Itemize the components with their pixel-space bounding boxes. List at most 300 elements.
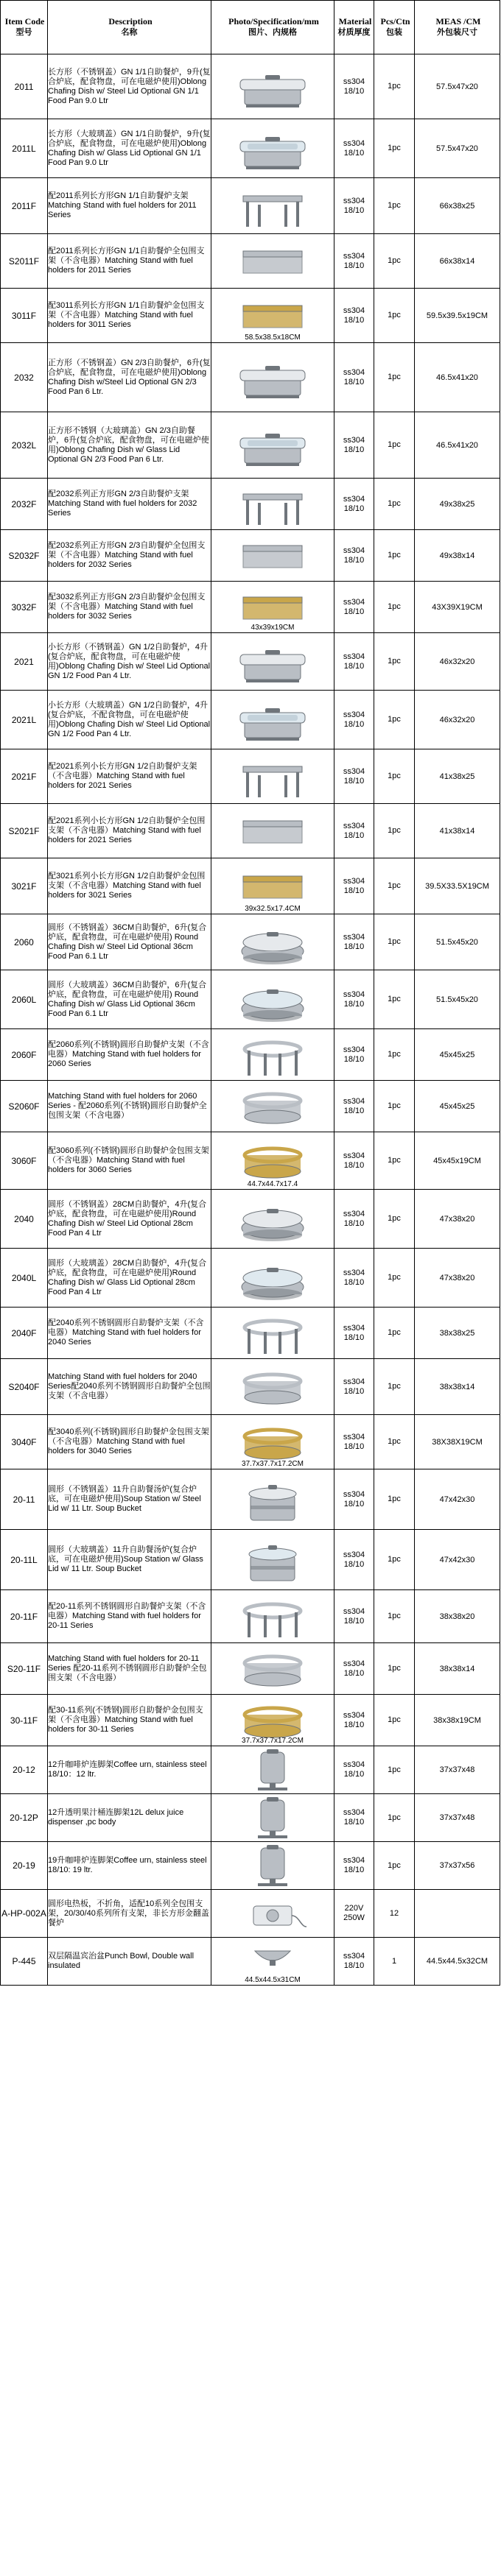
inner-dimension: 39x32.5x17.4CM	[245, 905, 301, 913]
material-line: ss304	[343, 367, 365, 377]
meas-cell: 46x32x20	[415, 633, 500, 691]
table-row	[1, 1469, 500, 1530]
material-line: 18/10	[343, 555, 365, 565]
material-line: 220V	[344, 1904, 364, 1913]
pcs-ctn-cell: 1pc	[374, 343, 415, 412]
photo-cell	[211, 633, 334, 691]
meas-cell: 57.5x47x20	[415, 54, 500, 119]
pcs-ctn-cell: 1	[374, 1938, 415, 1986]
material-cell	[334, 178, 374, 234]
item-code-cell: 2040	[1, 1190, 48, 1249]
description-cell: 配2021系列小长方形GN 1/2自助餐炉支架（不含电器）Matching Stand with fuel holders for 2021 Series	[48, 749, 211, 804]
item-code-cell: 20-11L	[1, 1530, 48, 1590]
material-line: ss304	[343, 932, 365, 942]
item-code-cell: 2060L	[1, 970, 48, 1029]
material-line: ss304	[343, 1952, 365, 1961]
material-line: ss304	[343, 597, 365, 607]
table-row	[1, 804, 500, 858]
table-row	[1, 691, 500, 749]
description-cell: 圆形（大玻璃盖）36CM自助餐炉，6升(复合炉底，配食物盘，可在电磁炉使用) Round Chafing Dish w/ Glass Lid Optional 36cm Food Pan 6.1 Ltr	[48, 970, 211, 1029]
product-rows	[1, 54, 500, 1986]
pcs-ctn-cell: 1pc	[374, 858, 415, 914]
meas-cell: 47x38x20	[415, 1190, 500, 1249]
item-code-cell: 20-11F	[1, 1590, 48, 1643]
table-row	[1, 412, 500, 479]
inner-dimension: 37.7x37.7x17.2CM	[242, 1737, 304, 1745]
product-photo-chafer-rect-glass	[228, 422, 317, 469]
pcs-ctn-cell: 12	[374, 1890, 415, 1938]
meas-cell: 38X38X19CM	[415, 1415, 500, 1469]
material-line: ss304	[343, 710, 365, 719]
meas-cell: 46.5x41x20	[415, 343, 500, 412]
item-code-cell: 3021F	[1, 858, 48, 914]
description-cell: 正方形（不锈钢盖）GN 2/3自助餐炉，6升(复合炉底，配食物盘，可在电磁炉使用)Oblong Chafing Dish w/Steel Lid Optional GN 2/3 Food Pan 6 Ltr.	[48, 343, 211, 412]
material-line: 18/10	[343, 942, 365, 951]
material-cell	[334, 479, 374, 530]
material-line: ss304	[343, 494, 365, 504]
photo-cell	[211, 1590, 334, 1643]
material-line: ss304	[343, 1323, 365, 1333]
material-line: ss304	[343, 1760, 365, 1769]
item-code-cell: 3011F	[1, 289, 48, 343]
material-cell	[334, 1190, 374, 1249]
product-photo-chafer-rect-glass	[228, 696, 317, 744]
pcs-ctn-cell: 1pc	[374, 1308, 415, 1359]
inner-dimension: 58.5x38.5x18CM	[245, 334, 301, 342]
material-line: ss304	[343, 1096, 365, 1106]
item-code-cell: S2060F	[1, 1081, 48, 1132]
meas-cell: 66x38x25	[415, 178, 500, 234]
meas-cell: 47x42x30	[415, 1469, 500, 1530]
table-row	[1, 1132, 500, 1190]
material-cell	[334, 582, 374, 633]
item-code-cell: 2040F	[1, 1308, 48, 1359]
description-cell: 配3032系列正方形GN 2/3自助餐炉金包围支架（不含电器）Matching Stand with fuel holders for 3032 Series	[48, 582, 211, 633]
material-cell	[334, 633, 374, 691]
material-cell	[334, 1132, 374, 1190]
table-row	[1, 1029, 500, 1081]
meas-cell: 51.5x45x20	[415, 914, 500, 970]
material-line: 18/10	[343, 261, 365, 270]
material-line: ss304	[343, 876, 365, 886]
material-line: 18/10	[343, 1054, 365, 1064]
pcs-ctn-cell: 1pc	[374, 1081, 415, 1132]
material-line: 18/10	[343, 315, 365, 325]
item-code-cell: 2060F	[1, 1029, 48, 1081]
meas-cell: 37x37x48	[415, 1746, 500, 1794]
material-line: ss304	[343, 821, 365, 830]
item-code-cell: 3040F	[1, 1415, 48, 1469]
inner-dimension: 43x39x19CM	[251, 624, 295, 632]
material-cell	[334, 1308, 374, 1359]
description-cell: 19升咖啡炉连脚架Coffee urn, stainless steel 18/10: 19 ltr.	[48, 1842, 211, 1890]
material-line: 18/10	[343, 1160, 365, 1170]
meas-cell: 47x42x30	[415, 1530, 500, 1590]
material-line: ss304	[343, 1550, 365, 1559]
photo-cell	[211, 1643, 334, 1695]
product-photo-stand-round-full	[228, 1645, 317, 1693]
product-photo-stand-rect-full	[228, 532, 317, 579]
meas-cell: 41x38x14	[415, 804, 500, 858]
material-line: 18/10	[343, 1386, 365, 1396]
description-cell: 12升咖啡炉连脚架Coffee urn, stainless steel 18/10：12 ltr.	[48, 1746, 211, 1794]
meas-cell: 37x37x48	[415, 1794, 500, 1842]
meas-cell: 57.5x47x20	[415, 119, 500, 178]
inner-dimension: 37.7x37.7x17.2CM	[242, 1460, 304, 1468]
material-line: 18/10	[343, 830, 365, 840]
material-line: ss304	[343, 77, 365, 86]
photo-cell	[211, 1190, 334, 1249]
item-code-cell: 2011L	[1, 119, 48, 178]
item-code-cell: 30-11F	[1, 1695, 48, 1746]
photo-cell	[211, 1794, 334, 1842]
product-photo-chafer-rect-steel	[228, 63, 317, 110]
material-line: 18/10	[343, 1106, 365, 1115]
pcs-ctn-cell: 1pc	[374, 178, 415, 234]
material-cell	[334, 54, 374, 119]
product-photo-urn	[228, 1746, 317, 1793]
photo-cell	[211, 1469, 334, 1530]
material-line: 18/10	[343, 1616, 365, 1626]
material-cell	[334, 1249, 374, 1308]
product-photo-chafer-round-glass	[228, 976, 317, 1023]
item-code-cell: 2060	[1, 914, 48, 970]
meas-cell: 43X39X19CM	[415, 582, 500, 633]
item-code-cell: 2040L	[1, 1249, 48, 1308]
table-row	[1, 178, 500, 234]
header-pcs-ctn: Pcs/Ctn 包装	[374, 1, 415, 54]
pcs-ctn-cell: 1pc	[374, 1190, 415, 1249]
material-line: ss304	[343, 546, 365, 555]
meas-cell: 38x38x14	[415, 1643, 500, 1695]
photo-cell	[211, 804, 334, 858]
material-line: ss304	[343, 138, 365, 148]
description-cell: 圆形（不锈钢盖）28CM自助餐炉，4升(复合炉底，配食物盘，可在电磁炉使用)Round Chafing Dish w/ Steel Lid Optional 28cm Food Pan 4 Ltr	[48, 1190, 211, 1249]
material-line: 18/10	[343, 1277, 365, 1287]
product-photo-soup-glass	[228, 1536, 317, 1584]
item-code-cell: S20-11F	[1, 1643, 48, 1695]
photo-cell	[211, 970, 334, 1029]
photo-cell	[211, 1081, 334, 1132]
table-row	[1, 1359, 500, 1415]
material-line: ss304	[343, 1856, 365, 1865]
pcs-ctn-cell: 1pc	[374, 1469, 415, 1530]
product-photo-stand-round-full	[228, 1363, 317, 1411]
pcs-ctn-cell: 1pc	[374, 804, 415, 858]
meas-cell: 41x38x25	[415, 749, 500, 804]
item-code-cell: 3060F	[1, 1132, 48, 1190]
product-photo-chafer-round-glass	[228, 1255, 317, 1302]
item-code-cell: 20-12	[1, 1746, 48, 1794]
description-cell: Matching Stand with fuel holders for 20-11 Series 配20-11系列不锈钢圆形自助餐炉全包围支架（不含电器）	[48, 1643, 211, 1695]
table-row	[1, 749, 500, 804]
table-row	[1, 1190, 500, 1249]
product-photo-stand-rect-full	[228, 808, 317, 855]
product-photo-chafer-round-steel	[228, 919, 317, 966]
description-cell: 圆形（不锈钢盖）36CM自助餐炉，6升(复合炉底，配食物盘，可在电磁炉使用) Round Chafing Dish w/ Steel Lid Optional 36cm Food Pan 6.1 Ltr	[48, 914, 211, 970]
material-line: ss304	[343, 1808, 365, 1817]
product-photo-urn	[228, 1842, 317, 1889]
description-cell: 配3021系列小长方形GN 1/2自助餐炉金包围支架（不含电器）Matching Stand with fuel holders for 3021 Series	[48, 858, 211, 914]
header-description: Description 名称	[48, 1, 211, 54]
product-photo-stand-round	[228, 1310, 317, 1357]
photo-cell	[211, 1938, 334, 1986]
description-cell: 小长方形（不锈钢盖）GN 1/2自助餐炉，4升(复合炉底，配食物盘，可在电磁炉使用)Oblong Chafing Dish w/ Steel Lid Optional GN 1/2 Food Pan 4 Ltr.	[48, 633, 211, 691]
product-photo-chafer-rect-steel	[228, 354, 317, 401]
description-cell: 圆形（大玻璃盖）28CM自助餐炉，4升(复合炉底，配食物盘，可在电磁炉使用)Round Chafing Dish w/ Glass Lid Optional 28cm Food Pan 4 Ltr	[48, 1249, 211, 1308]
material-cell	[334, 1415, 374, 1469]
pcs-ctn-cell: 1pc	[374, 1842, 415, 1890]
material-cell	[334, 1530, 374, 1590]
photo-cell	[211, 1415, 334, 1469]
pcs-ctn-cell: 1pc	[374, 530, 415, 582]
meas-cell: 38x38x25	[415, 1308, 500, 1359]
product-photo-stand-round-full	[228, 1083, 317, 1130]
table-row	[1, 343, 500, 412]
table-row	[1, 289, 500, 343]
description-cell: 配20-11系列不锈钢圆形自助餐炉支架（不含电器）Matching Stand with fuel holders for 20-11 Series	[48, 1590, 211, 1643]
meas-cell: 66x38x14	[415, 234, 500, 289]
description-cell: 小长方形（大玻璃盖）GN 1/2自助餐炉，4升(复合炉底，不配食物盘，可在电磁炉使用)Oblong Chafing Dish w/ Steel Lid Optional GN 1/2 Food Pan 4 Ltr.	[48, 691, 211, 749]
pcs-ctn-cell: 1pc	[374, 633, 415, 691]
material-cell	[334, 970, 374, 1029]
item-code-cell: 2021L	[1, 691, 48, 749]
photo-cell	[211, 1746, 334, 1794]
photo-cell	[211, 1695, 334, 1746]
material-line: ss304	[343, 435, 365, 445]
pcs-ctn-cell: 1pc	[374, 1643, 415, 1695]
product-photo-urn	[228, 1794, 317, 1841]
material-cell	[334, 1359, 374, 1415]
material-line: ss304	[343, 1659, 365, 1668]
material-line: 250W	[343, 1913, 365, 1922]
material-cell	[334, 804, 374, 858]
description-cell: 圆形（大玻璃盖）11升自助餐汤炉(复合炉底，可在电磁炉使用)Soup Station w/ Glass Lid w/ 11 Ltr. Soup Bucket	[48, 1530, 211, 1590]
item-code-cell: 20-19	[1, 1842, 48, 1890]
material-line: ss304	[343, 1710, 365, 1720]
description-cell: 正方形不锈钢（大玻璃盖）GN 2/3自助餐炉，6升(复合炉底，配食物盘，可在电磁炉使用)Oblong Chafing Dish w/ Glass Lid Optional GN 2/3 Food Pan 6 Ltr.	[48, 412, 211, 479]
material-cell	[334, 289, 374, 343]
material-line: 18/10	[343, 1961, 365, 1970]
pcs-ctn-cell: 1pc	[374, 1249, 415, 1308]
material-line: 18/10	[343, 1499, 365, 1508]
product-photo-stand-round	[228, 1031, 317, 1079]
item-code-cell: 20-11	[1, 1469, 48, 1530]
product-photo-chafer-rect-glass	[228, 125, 317, 172]
product-photo-stand-round	[228, 1593, 317, 1640]
table-row	[1, 1415, 500, 1469]
table-row	[1, 1890, 500, 1938]
item-code-cell: S2011F	[1, 234, 48, 289]
meas-cell: 38x38x20	[415, 1590, 500, 1643]
material-line: 18/10	[343, 1333, 365, 1342]
meas-cell: 45x45x25	[415, 1029, 500, 1081]
material-cell	[334, 1643, 374, 1695]
item-code-cell: 2032	[1, 343, 48, 412]
header-photo-spec: Photo/Specification/mm 图片、内规格	[211, 1, 334, 54]
pcs-ctn-cell: 1pc	[374, 54, 415, 119]
material-line: 18/10	[343, 999, 365, 1009]
description-cell: 配2040系列不锈钢圆形自助餐炉支架（不含电器）Matching Stand with fuel holders for 2040 Series	[48, 1308, 211, 1359]
table-row	[1, 582, 500, 633]
material-line: 18/10	[343, 719, 365, 729]
item-code-cell: P-445	[1, 1938, 48, 1986]
table-row	[1, 54, 500, 119]
meas-cell: 49x38x25	[415, 479, 500, 530]
product-photo-soup-steel	[228, 1476, 317, 1523]
table-row	[1, 633, 500, 691]
photo-cell	[211, 343, 334, 412]
photo-cell	[211, 1132, 334, 1190]
description-cell: 配2032系列正方形GN 2/3自助餐炉支架 Matching Stand with fuel holders for 2032 Series	[48, 479, 211, 530]
product-photo-chafer-rect-steel	[228, 638, 317, 685]
pcs-ctn-cell: 1pc	[374, 1415, 415, 1469]
material-line: ss304	[343, 989, 365, 999]
pcs-ctn-cell: 1pc	[374, 1794, 415, 1842]
material-cell	[334, 1029, 374, 1081]
pcs-ctn-cell: 1pc	[374, 479, 415, 530]
pcs-ctn-cell: 1pc	[374, 970, 415, 1029]
description-cell: 长方形（不锈钢盖）GN 1/1自助餐炉，9升(复合炉底，配食物盘，可在电磁炉使用)Oblong Chafing Dish w/ Steel Lid Optional GN 1/1 Food Pan 9.0 Ltr	[48, 54, 211, 119]
photo-cell	[211, 1530, 334, 1590]
material-cell	[334, 1695, 374, 1746]
table-row	[1, 914, 500, 970]
pcs-ctn-cell: 1pc	[374, 1530, 415, 1590]
material-line: ss304	[343, 196, 365, 205]
pcs-ctn-cell: 1pc	[374, 691, 415, 749]
item-code-cell: A-HP-002A	[1, 1890, 48, 1938]
material-line: ss304	[343, 766, 365, 776]
description-cell: 圆形电热板，不折角，适配10系列全包围支架，20/30/40系列所有支架，非长方形金翻盖餐炉	[48, 1890, 211, 1938]
pcs-ctn-cell: 1pc	[374, 1746, 415, 1794]
material-line: ss304	[343, 1209, 365, 1218]
photo-cell	[211, 530, 334, 582]
header-meas: MEAS /CM 外包装尺寸	[415, 1, 500, 54]
header-item-code: Item Code 型号	[1, 1, 48, 54]
meas-cell: 51.5x45x20	[415, 970, 500, 1029]
table-row	[1, 119, 500, 178]
material-line: ss304	[343, 1489, 365, 1499]
item-code-cell: 2011	[1, 54, 48, 119]
photo-cell	[211, 412, 334, 479]
pcs-ctn-cell: 1pc	[374, 1695, 415, 1746]
table-row	[1, 234, 500, 289]
inner-dimension: 44.5x44.5x31CM	[245, 1976, 301, 1984]
material-cell	[334, 343, 374, 412]
pcs-ctn-cell: 1pc	[374, 234, 415, 289]
table-row	[1, 479, 500, 530]
description-cell: 圆形（不锈钢盖）11升自助餐汤炉(复合炉底，可在电磁炉使用)Soup Station w/ Steel Lid w/ 11 Ltr. Soup Bucket	[48, 1469, 211, 1530]
description-cell: 长方形（大玻璃盖）GN 1/1自助餐炉，9升(复合炉底，配食物盘，可在电磁炉使用)Oblong Chafing Dish w/ Glass Lid Optional GN 1/1 Food Pan 9.0 Ltr	[48, 119, 211, 178]
material-line: 18/10	[343, 1668, 365, 1678]
photo-cell	[211, 749, 334, 804]
product-photo-stand-rect	[228, 183, 317, 230]
item-code-cell: 3032F	[1, 582, 48, 633]
material-line: ss304	[343, 652, 365, 661]
table-row	[1, 1746, 500, 1794]
pcs-ctn-cell: 1pc	[374, 914, 415, 970]
description-cell: Matching Stand with fuel holders for 2060 Series - 配2060系列(不锈钢)圆形自助餐炉全包围支架（不含电器）	[48, 1081, 211, 1132]
meas-cell: 45x45x25	[415, 1081, 500, 1132]
header-material: Material 材质厚度	[334, 1, 374, 54]
meas-cell: 39.5X33.5X19CM	[415, 858, 500, 914]
meas-cell: 46x32x20	[415, 691, 500, 749]
material-cell	[334, 914, 374, 970]
table-row	[1, 1308, 500, 1359]
material-cell	[334, 1794, 374, 1842]
meas-cell: 59.5x39.5x19CM	[415, 289, 500, 343]
material-cell	[334, 234, 374, 289]
product-photo-stand-rect-full	[228, 238, 317, 285]
material-line: ss304	[343, 1268, 365, 1277]
item-code-cell: 2011F	[1, 178, 48, 234]
material-line: 18/10	[343, 445, 365, 454]
material-line: 18/10	[343, 1720, 365, 1729]
material-cell	[334, 1842, 374, 1890]
description-cell: 配2060系列(不锈钢)圆形自助餐炉支架（不含电器）Matching Stand with fuel holders for 2060 Series	[48, 1029, 211, 1081]
item-code-cell: 2021	[1, 633, 48, 691]
material-line: 18/10	[343, 148, 365, 158]
product-photo-stand-rect	[228, 481, 317, 528]
pcs-ctn-cell: 1pc	[374, 1590, 415, 1643]
material-line: ss304	[343, 1045, 365, 1054]
meas-cell: 38x38x14	[415, 1359, 500, 1415]
table-row	[1, 1643, 500, 1695]
photo-cell	[211, 1029, 334, 1081]
inner-dimension: 44.7x44.7x17.4	[247, 1180, 298, 1188]
item-code-cell: 20-12P	[1, 1794, 48, 1842]
header-row	[1, 1, 500, 54]
product-photo-stand-rect	[228, 753, 317, 800]
pcs-ctn-cell: 1pc	[374, 582, 415, 633]
meas-cell: 45x45x19CM	[415, 1132, 500, 1190]
photo-cell	[211, 289, 334, 343]
material-cell	[334, 1746, 374, 1794]
pcs-ctn-cell: 1pc	[374, 289, 415, 343]
photo-cell	[211, 479, 334, 530]
material-line: ss304	[343, 251, 365, 261]
photo-cell	[211, 1890, 334, 1938]
description-cell: 双层隔温宾治盆Punch Bowl, Double wall insulated	[48, 1938, 211, 1986]
description-cell: 配30-11系列(不锈钢)圆形自助餐炉金包围支架（不含电器）Matching Stand with fuel holders for 30-11 Series	[48, 1695, 211, 1746]
item-code-cell: S2040F	[1, 1359, 48, 1415]
material-cell	[334, 1590, 374, 1643]
material-cell	[334, 749, 374, 804]
meas-cell: 49x38x14	[415, 530, 500, 582]
table-row	[1, 1081, 500, 1132]
table-row	[1, 1695, 500, 1746]
description-cell: 配2011系列长方形GN 1/1自助餐炉支架 Matching Stand with fuel holders for 2011 Series	[48, 178, 211, 234]
description-cell: 配3060系列(不锈钢)圆形自助餐炉金包围支架（不含电器）Matching Stand with fuel holders for 3060 Series	[48, 1132, 211, 1190]
meas-cell: 46.5x41x20	[415, 412, 500, 479]
pcs-ctn-cell: 1pc	[374, 1029, 415, 1081]
pcs-ctn-cell: 1pc	[374, 1132, 415, 1190]
material-cell	[334, 1890, 374, 1938]
pcs-ctn-cell: 1pc	[374, 1359, 415, 1415]
material-cell	[334, 1469, 374, 1530]
material-line: ss304	[343, 306, 365, 315]
material-line: ss304	[343, 1432, 365, 1441]
material-line: 18/10	[343, 886, 365, 895]
material-line: 18/10	[343, 607, 365, 616]
photo-cell	[211, 1249, 334, 1308]
item-code-cell: 2021F	[1, 749, 48, 804]
material-cell	[334, 858, 374, 914]
photo-cell	[211, 858, 334, 914]
material-line: 18/10	[343, 86, 365, 96]
material-line: 18/10	[343, 205, 365, 215]
product-photo-stand-round-gold	[228, 1419, 317, 1466]
